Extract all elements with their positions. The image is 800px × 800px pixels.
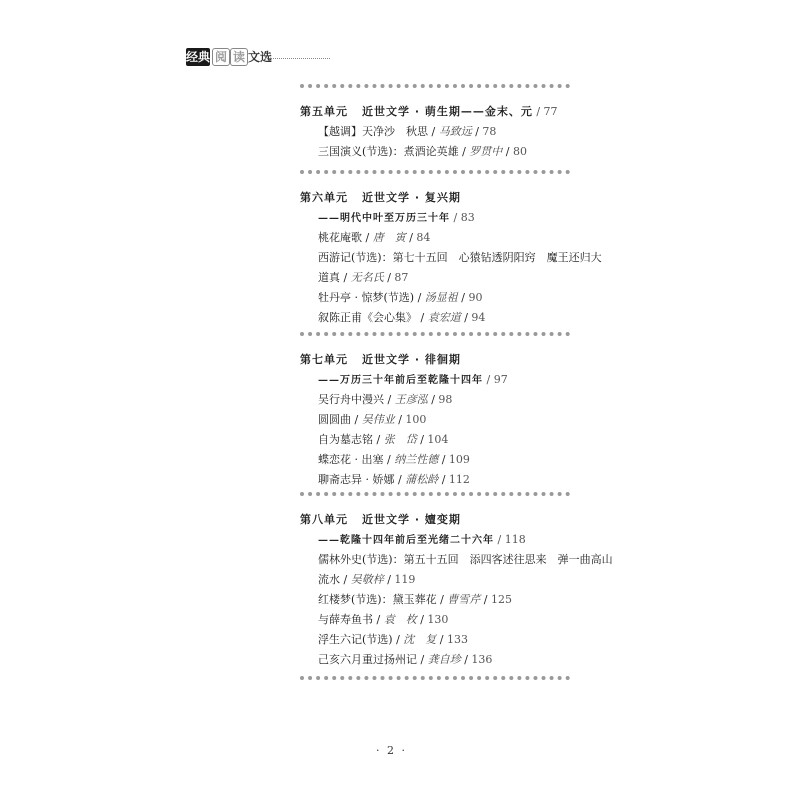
unit-heading bbox=[300, 512, 461, 528]
entry-page: 109 bbox=[448, 453, 470, 466]
header-badge-classic: 经典 bbox=[186, 50, 211, 64]
unit-period bbox=[318, 210, 475, 227]
entry-page: 98 bbox=[438, 393, 453, 406]
dotted-separator bbox=[300, 170, 570, 174]
entry-author: 唐 寅 bbox=[372, 231, 406, 244]
entry-title: 圆圆曲 bbox=[318, 413, 351, 426]
entry-author: 袁 枚 bbox=[383, 613, 417, 626]
period-page: / 118 bbox=[494, 533, 526, 546]
entry-page: 133 bbox=[447, 633, 468, 646]
dotted-separator bbox=[300, 84, 570, 88]
entry-page: 78 bbox=[482, 125, 497, 138]
entry-title: 叙陈正甫《会心集》 bbox=[318, 311, 417, 324]
unit-tag: 第六单元 bbox=[300, 191, 348, 204]
header-badge-read: 阅 bbox=[212, 48, 230, 66]
entry-title-cont: 道真 bbox=[318, 271, 340, 284]
toc-entry: 自为墓志铭 / 张 岱 / 104 bbox=[318, 433, 449, 446]
entry-title: 聊斋志异 · 娇娜 bbox=[318, 473, 395, 486]
unit-tag: 第五单元 bbox=[300, 105, 348, 118]
entry-author: 袁宏道 bbox=[427, 311, 461, 324]
entry-page: 136 bbox=[471, 653, 493, 666]
period-label: ——乾隆十四年前后至光绪二十六年 bbox=[318, 535, 494, 546]
entry-author: 曹雪芹 bbox=[447, 593, 481, 606]
unit-period bbox=[318, 532, 526, 549]
entry-title: 西游记(节选)：第七十五回 心猿钻透阴阳窍 魔王还归大 bbox=[318, 251, 602, 264]
toc-entry: 牡丹亭 · 惊梦(节选) / 汤显祖 / 90 bbox=[318, 291, 483, 304]
entry-page: 87 bbox=[394, 271, 409, 284]
entry-page: 80 bbox=[513, 145, 527, 158]
period-label: ——明代中叶至万历三十年 bbox=[318, 213, 450, 224]
entry-author: 吴伟业 bbox=[361, 413, 395, 426]
entry-author: 纳兰性德 bbox=[394, 453, 439, 466]
entry-page: 130 bbox=[427, 613, 449, 626]
unit-heading bbox=[300, 104, 558, 120]
toc-entry bbox=[318, 250, 602, 266]
dotted-separator bbox=[300, 676, 570, 680]
entry-title: 红楼梦(节选)：黛玉葬花 bbox=[318, 593, 437, 606]
toc-entry: 圆圆曲 / 吴伟业 / 100 bbox=[318, 413, 427, 426]
entry-title-cont: 流水 bbox=[318, 573, 340, 586]
entry-title: 儒林外史(节选)：第五十五回 添四客述往思来 弹一曲高山 bbox=[318, 553, 613, 566]
dotted-separator bbox=[300, 332, 570, 336]
entry-title: 自为墓志铭 bbox=[318, 433, 373, 446]
page-number: · 2 · bbox=[376, 744, 407, 757]
unit-title: 近世文学 · 徘徊期 bbox=[362, 353, 461, 366]
entry-page: 84 bbox=[416, 231, 431, 244]
unit-heading bbox=[300, 352, 461, 368]
unit-title: 近世文学 · 嬗变期 bbox=[362, 513, 461, 526]
unit-tag: 第七单元 bbox=[300, 353, 348, 366]
toc-entry: 叙陈正甫《会心集》 / 袁宏道 / 94 bbox=[318, 311, 486, 324]
entry-title: 与薛寿鱼书 bbox=[318, 613, 373, 626]
period-page: / 97 bbox=[483, 373, 508, 386]
dotted-separator bbox=[300, 492, 570, 496]
period-page: / 83 bbox=[450, 211, 475, 224]
toc-entry: 吴行舟中漫兴 / 王彦泓 / 98 bbox=[318, 393, 453, 406]
unit-tag: 第八单元 bbox=[300, 513, 348, 526]
toc-entry: 红楼梦(节选)：黛玉葬花 / 曹雪芹 / 125 bbox=[318, 593, 512, 606]
entry-author: 龚自珍 bbox=[427, 653, 461, 666]
toc-entry: 蝶恋花 · 出塞 / 纳兰性德 / 109 bbox=[318, 453, 470, 466]
unit-title: 近世文学 · 萌生期——金末、元 bbox=[362, 105, 533, 118]
unit-title: 近世文学 · 复兴期 bbox=[362, 191, 461, 204]
toc-entry-continued: 道真 / 无名氏 / 87 bbox=[318, 271, 409, 284]
header-title: 文选 bbox=[248, 50, 273, 64]
entry-title: 吴行舟中漫兴 bbox=[318, 393, 384, 406]
entry-author: 蒲松龄 bbox=[405, 473, 439, 486]
toc-entry: 己亥六月重过扬州记 / 龚自珍 / 136 bbox=[318, 653, 493, 666]
toc-entry-continued: 流水 / 吴敬梓 / 119 bbox=[318, 573, 416, 586]
unit-heading bbox=[300, 190, 461, 206]
entry-author: 王彦泓 bbox=[394, 393, 428, 406]
entry-title: 己亥六月重过扬州记 bbox=[318, 653, 417, 666]
entry-title: 蝶恋花 · 出塞 bbox=[318, 453, 384, 466]
header-rule bbox=[265, 58, 330, 59]
entry-page: 125 bbox=[491, 593, 512, 606]
entry-page: 100 bbox=[405, 413, 427, 426]
entry-author: 张 岱 bbox=[383, 433, 417, 446]
entry-title: 桃花庵歌 bbox=[318, 231, 362, 244]
entry-page: 112 bbox=[448, 473, 470, 486]
entry-title: 三国演义(节选)：煮酒论英雄 bbox=[318, 145, 459, 158]
unit-period bbox=[318, 372, 508, 389]
toc-entry: 与薛寿鱼书 / 袁 枚 / 130 bbox=[318, 613, 449, 626]
entry-page: 94 bbox=[471, 311, 486, 324]
entry-title: 【越调】天净沙 秋思 bbox=[318, 125, 428, 138]
entry-author: 沈 复 bbox=[403, 633, 437, 646]
period-label: ——万历三十年前后至乾隆十四年 bbox=[318, 375, 483, 386]
entry-page: 119 bbox=[394, 573, 416, 586]
entry-title: 浮生六记(节选) bbox=[318, 633, 393, 646]
toc-entry: 桃花庵歌 / 唐 寅 / 84 bbox=[318, 231, 431, 244]
entry-author: 罗贯中 bbox=[469, 145, 503, 158]
toc-entry: 浮生六记(节选) / 沈 复 / 133 bbox=[318, 633, 468, 646]
entry-page: 104 bbox=[427, 433, 449, 446]
toc-entry bbox=[318, 552, 613, 568]
toc-entry: 聊斋志异 · 娇娜 / 蒲松龄 / 112 bbox=[318, 473, 470, 486]
entry-author: 马致远 bbox=[438, 125, 472, 138]
header-badge-study: 读 bbox=[230, 48, 248, 66]
toc-entry: 【越调】天净沙 秋思 / 马致远 / 78 bbox=[318, 125, 497, 138]
entry-page: 90 bbox=[468, 291, 483, 304]
unit-page: / 77 bbox=[532, 105, 558, 118]
toc-entry: 三国演义(节选)：煮酒论英雄 / 罗贯中 / 80 bbox=[318, 145, 527, 158]
entry-author: 吴敬梓 bbox=[350, 573, 384, 586]
entry-author: 汤显祖 bbox=[424, 291, 458, 304]
entry-author: 无名氏 bbox=[350, 271, 384, 284]
entry-title: 牡丹亭 · 惊梦(节选) bbox=[318, 291, 415, 304]
